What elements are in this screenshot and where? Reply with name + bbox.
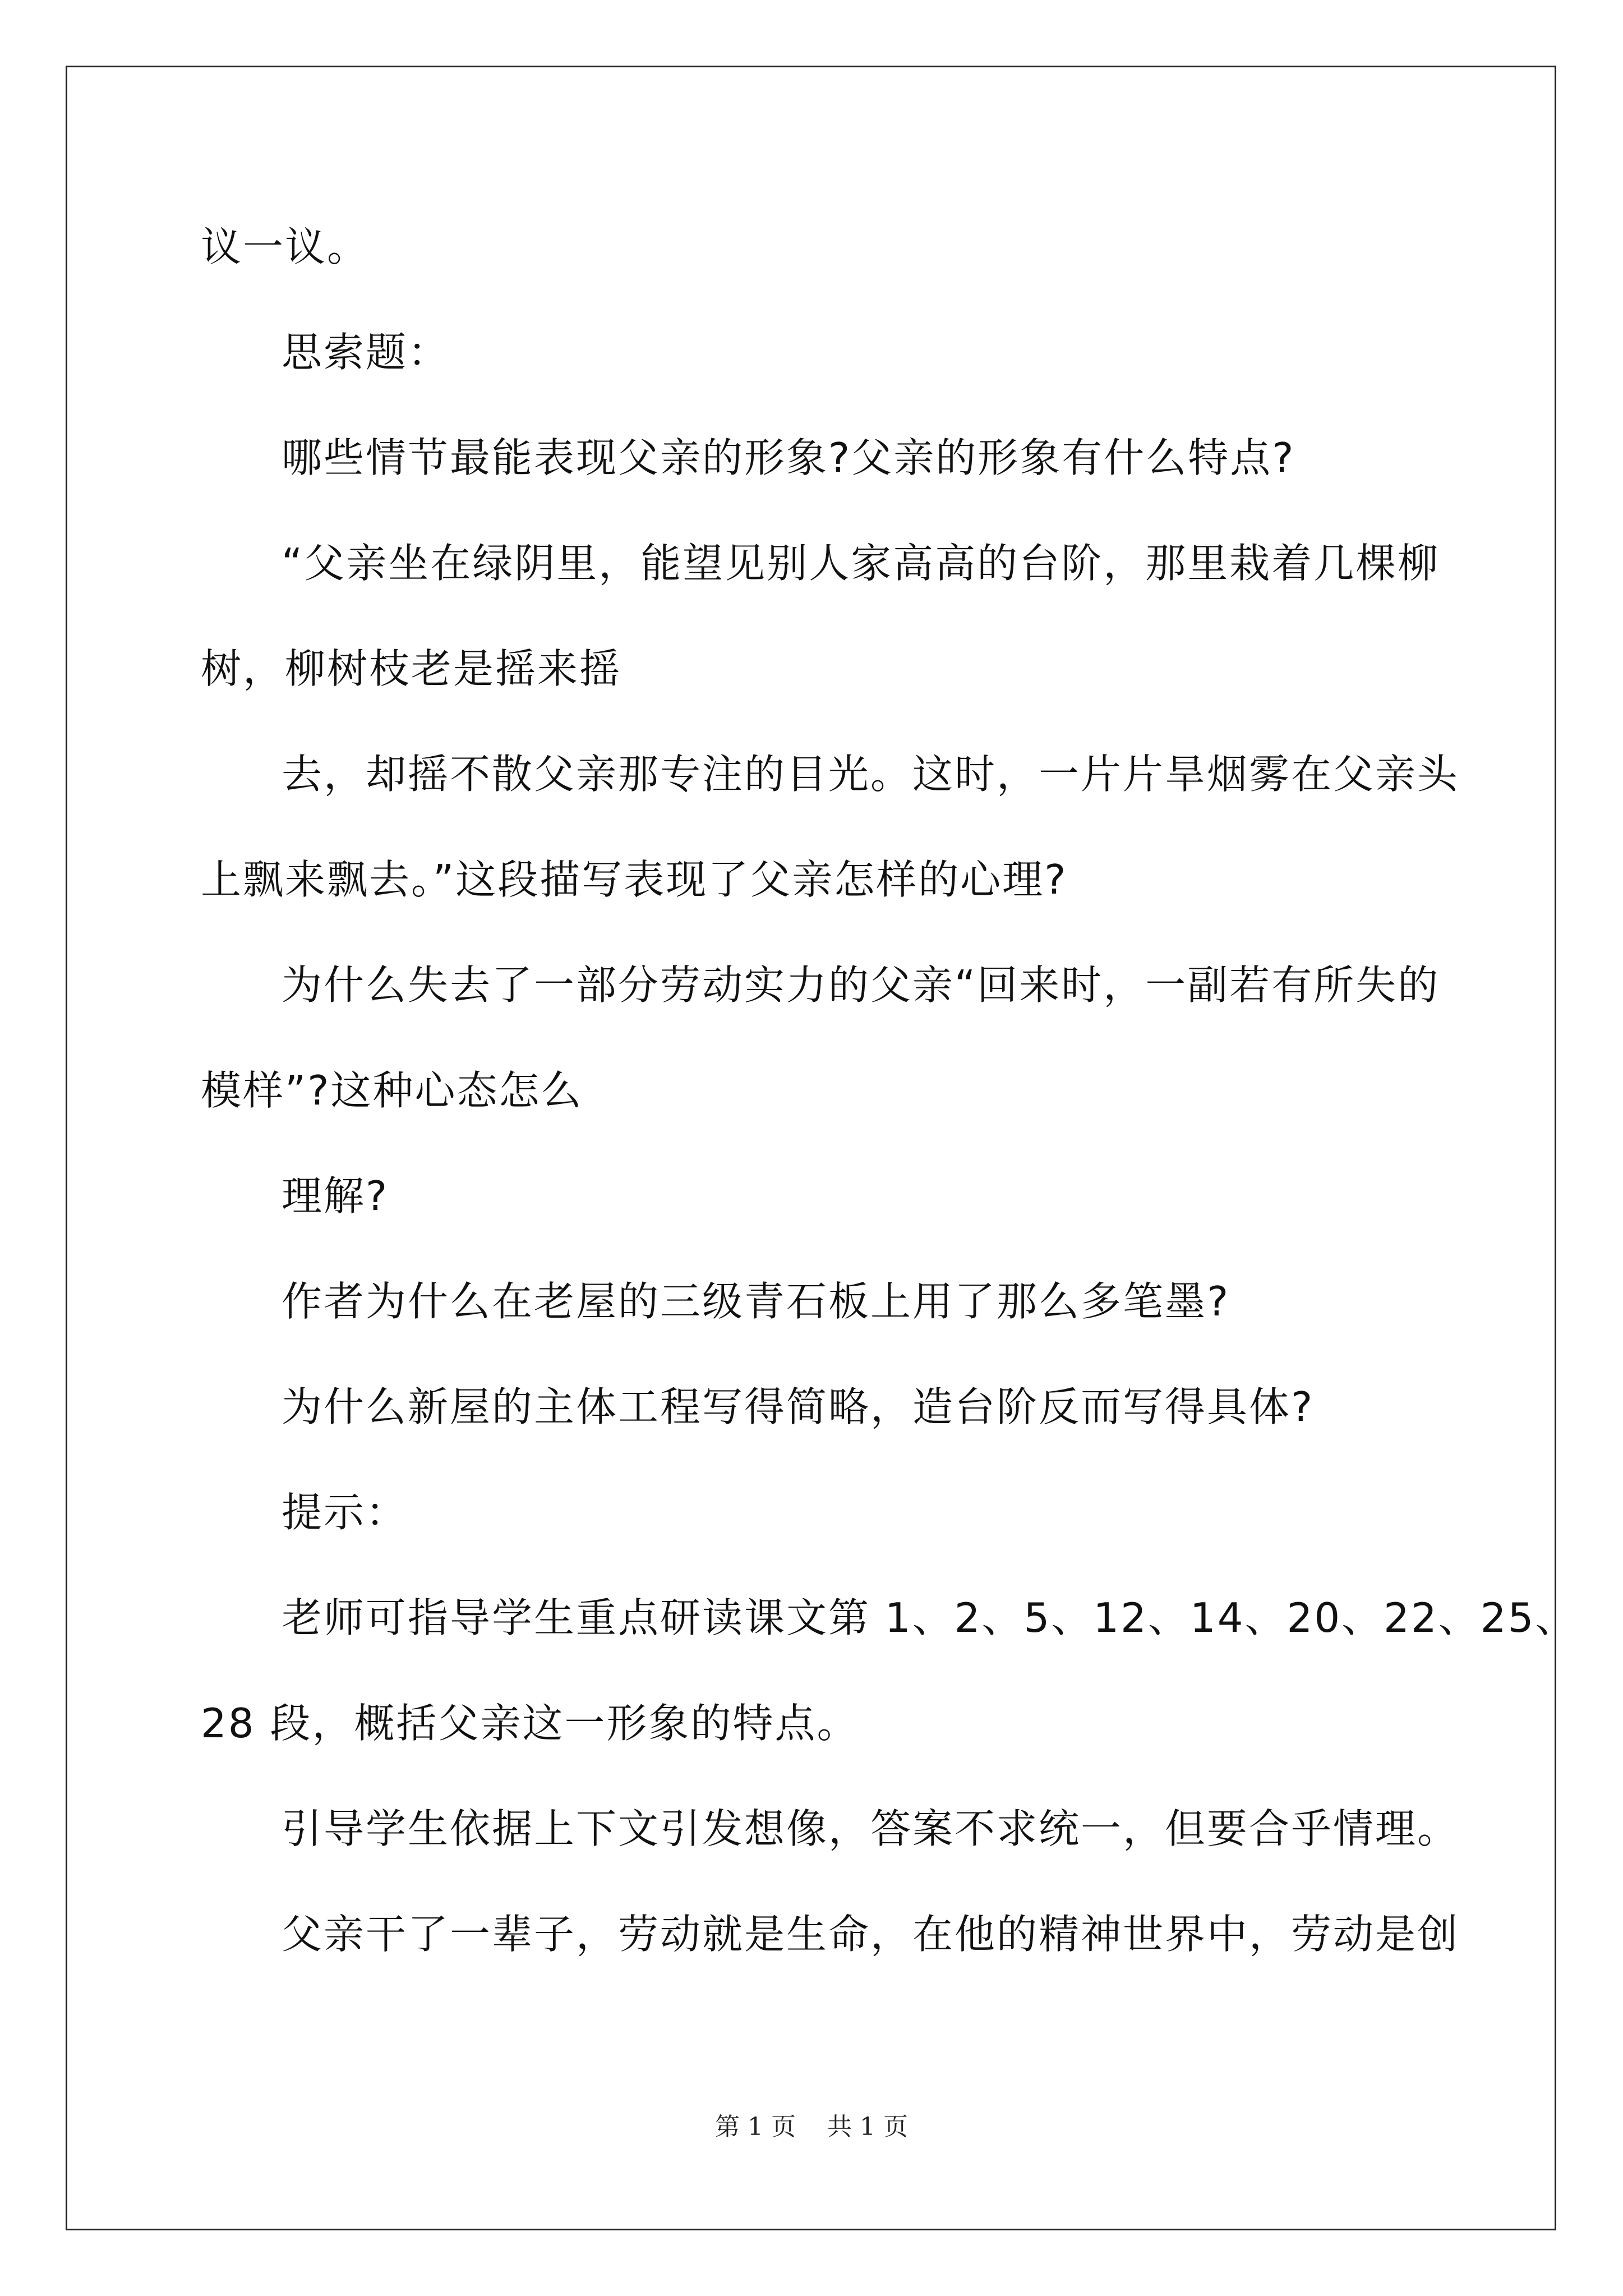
paragraph: 提示： xyxy=(282,1489,408,1536)
paragraph: 老师可指导学生重点研读课文第 1、2、5、12、14、20、22、25、 xyxy=(282,1594,1578,1641)
paragraph: 28 段，概括父亲这一形象的特点。 xyxy=(201,1700,859,1747)
paragraph: 议一议。 xyxy=(201,223,370,270)
paragraph: “父亲坐在绿阴里，能望见别人家高高的台阶，那里栽着几棵柳 xyxy=(282,540,1440,587)
paragraph: 理解? xyxy=(282,1172,389,1220)
paragraph: 哪些情节最能表现父亲的形象?父亲的形象有什么特点? xyxy=(282,434,1295,481)
paragraph: 去，却摇不散父亲那专注的目光。这时，一片片旱烟雾在父亲头 xyxy=(282,751,1460,798)
paragraph: 作者为什么在老屋的三级青石板上用了那么多笔墨? xyxy=(282,1278,1230,1325)
paragraph: 树，柳树枝老是摇来摇 xyxy=(201,645,622,692)
paragraph: 为什么失去了一部分劳动实力的父亲“回来时，一副若有所失的 xyxy=(282,961,1440,1009)
paragraph: 引导学生依据上下文引发想像，答案不求统一，但要合乎情理。 xyxy=(282,1805,1460,1852)
paragraph: 父亲干了一辈子，劳动就是生命，在他的精神世界中，劳动是创 xyxy=(282,1911,1460,1958)
paragraph: 为什么新屋的主体工程写得简略，造台阶反而写得具体? xyxy=(282,1383,1315,1430)
paragraph: 思索题： xyxy=(282,329,450,376)
page-total: 共 1 页 xyxy=(827,2113,908,2141)
page-footer xyxy=(0,2106,1623,2142)
paragraph: 上飘来飘去。”这段描写表现了父亲怎样的心理? xyxy=(201,856,1068,903)
page-number: 第 1 页 xyxy=(715,2113,796,2141)
paragraph: 模样”?这种心态怎么 xyxy=(201,1067,583,1114)
document-body xyxy=(201,194,1578,1987)
